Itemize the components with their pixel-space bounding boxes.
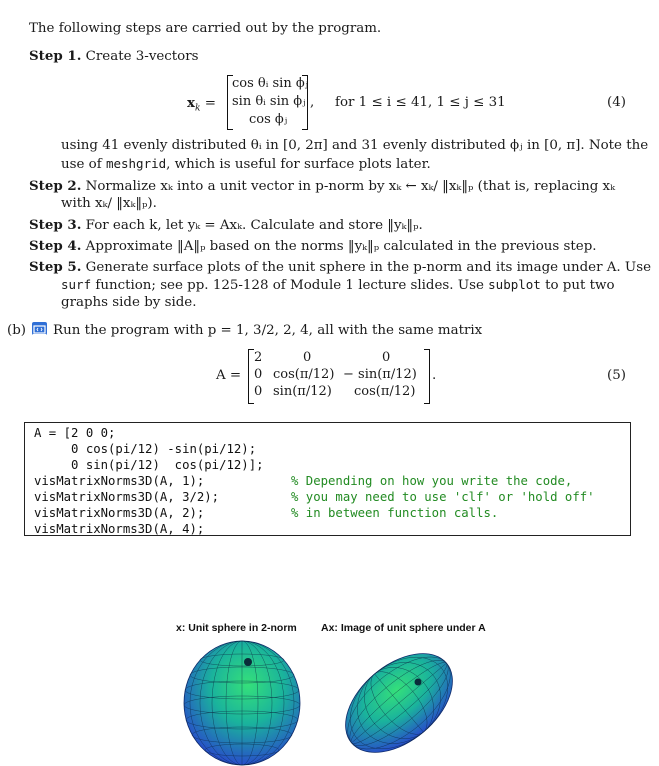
right-plot-title: Ax: Image of unit sphere under A (321, 622, 486, 634)
step5-text-2: function; see pp. 125-128 of Module 1 lecture slides. Use (91, 278, 489, 293)
eq4-equals: = (204, 96, 216, 111)
eq4-number: (4) (607, 95, 626, 110)
step3-label: Step 3. (29, 217, 82, 233)
eq4-lhs-var: x (187, 95, 195, 111)
partb-label: (b) (7, 323, 27, 338)
matrix-cell: 0 (303, 350, 312, 365)
step2-line-2: with xₖ/ ‖xₖ‖ₚ). (61, 196, 157, 211)
eq4-row-3: cos ϕⱼ (249, 112, 288, 127)
step5-line-3: graphs side by side. (61, 295, 197, 310)
step4-text: Approximate ‖A‖ₚ based on the norms ‖yₖ‖ₚ calculated in the previous step. (85, 239, 597, 254)
step4-label: Step 4. (29, 238, 82, 254)
step1-label: Step 1. (29, 48, 82, 64)
matrix-cell: 0 (254, 384, 263, 399)
matrix-cell: cos(π/12) (273, 367, 335, 382)
eq4-range: for 1 ≤ i ≤ 41, 1 ≤ j ≤ 31 (335, 95, 506, 110)
eq4-row-1: cos θᵢ sin ϕⱼ (232, 76, 309, 91)
eq5-period: . (432, 368, 437, 383)
eq4-row-2: sin θᵢ sin ϕⱼ (232, 94, 306, 109)
step1-p2-b: , which is useful for surface plots later. (166, 157, 431, 172)
code-comment: % you may need to use 'clf' or 'hold off' (291, 490, 595, 504)
intro-text: The following steps are carried out by the program. (29, 21, 382, 36)
unit-sphere-plot (180, 640, 305, 766)
matrix-cell: 0 (254, 367, 263, 382)
eq4-lhs (187, 94, 216, 118)
step5-line-1 (29, 258, 651, 277)
eq5-right-bracket (424, 349, 430, 404)
step2-line-1 (29, 177, 615, 196)
code-line: 0 cos(pi/12) -sin(pi/12); (34, 442, 257, 456)
step5-line-2 (61, 276, 615, 295)
step3-text: For each k, let yₖ = Axₖ. Calculate and store ‖yₖ‖ₚ. (85, 218, 423, 233)
surf-code: surf (61, 277, 92, 292)
left-plot-title: x: Unit sphere in 2-norm (176, 622, 297, 634)
step1-p2-a: use of (61, 157, 106, 172)
step5-text-2-end: to put two (540, 278, 615, 293)
step1-paragraph-1: using 41 evenly distributed θᵢ in [0, 2π] and 31 evenly distributed ϕⱼ in [0, π]. Note the (61, 138, 649, 153)
subplot-code: subplot (488, 277, 541, 292)
step5-text-1: Generate surface plots of the unit sphere in the p-norm and its image under A. Use (85, 260, 652, 275)
matrix-cell: − sin(π/12) (343, 367, 417, 382)
code-line: 0 sin(pi/12) cos(pi/12)]; (34, 458, 264, 472)
ellipsoid-image-plot (334, 640, 464, 766)
step2-text-1: Normalize xₖ into a unit vector in p-norm by xₖ ← xₖ/ ‖xₖ‖ₚ (that is, replacing xₖ (85, 179, 615, 194)
matrix-cell: 2 (254, 350, 263, 365)
meshgrid-code: meshgrid (105, 156, 167, 171)
eq4-comma: , (310, 95, 315, 110)
code-comment: % Depending on how you write the code, (291, 474, 573, 488)
eq4-lhs-sub: k (194, 103, 201, 114)
code-listing (24, 422, 631, 536)
step4-line (29, 237, 597, 256)
matrix-cell: sin(π/12) (273, 384, 332, 399)
code-line: A = [2 0 0; (34, 426, 116, 440)
step1-text: Create 3-vectors (85, 49, 199, 64)
step5-label: Step 5. (29, 259, 82, 275)
step2-label: Step 2. (29, 178, 82, 194)
matrix-cell: cos(π/12) (354, 384, 416, 399)
code-line: visMatrixNorms3D(A, 2); (34, 506, 205, 520)
step1-heading (29, 47, 199, 66)
code-line: visMatrixNorms3D(A, 4); (34, 522, 205, 536)
step1-paragraph-2 (61, 155, 431, 174)
laptop-code-icon (32, 322, 47, 335)
eq5-lhs: A = (216, 368, 242, 383)
eq5-number: (5) (607, 368, 626, 383)
code-line: visMatrixNorms3D(A, 3/2); (34, 490, 220, 504)
eq4-right-bracket (302, 75, 308, 130)
partb-text: Run the program with p = 1, 3/2, 2, 4, all with the same matrix (53, 323, 483, 338)
code-line: visMatrixNorms3D(A, 1); (34, 474, 205, 488)
matrix-cell: 0 (382, 350, 391, 365)
step3-line (29, 216, 423, 235)
code-comment: % in between function calls. (291, 506, 499, 520)
